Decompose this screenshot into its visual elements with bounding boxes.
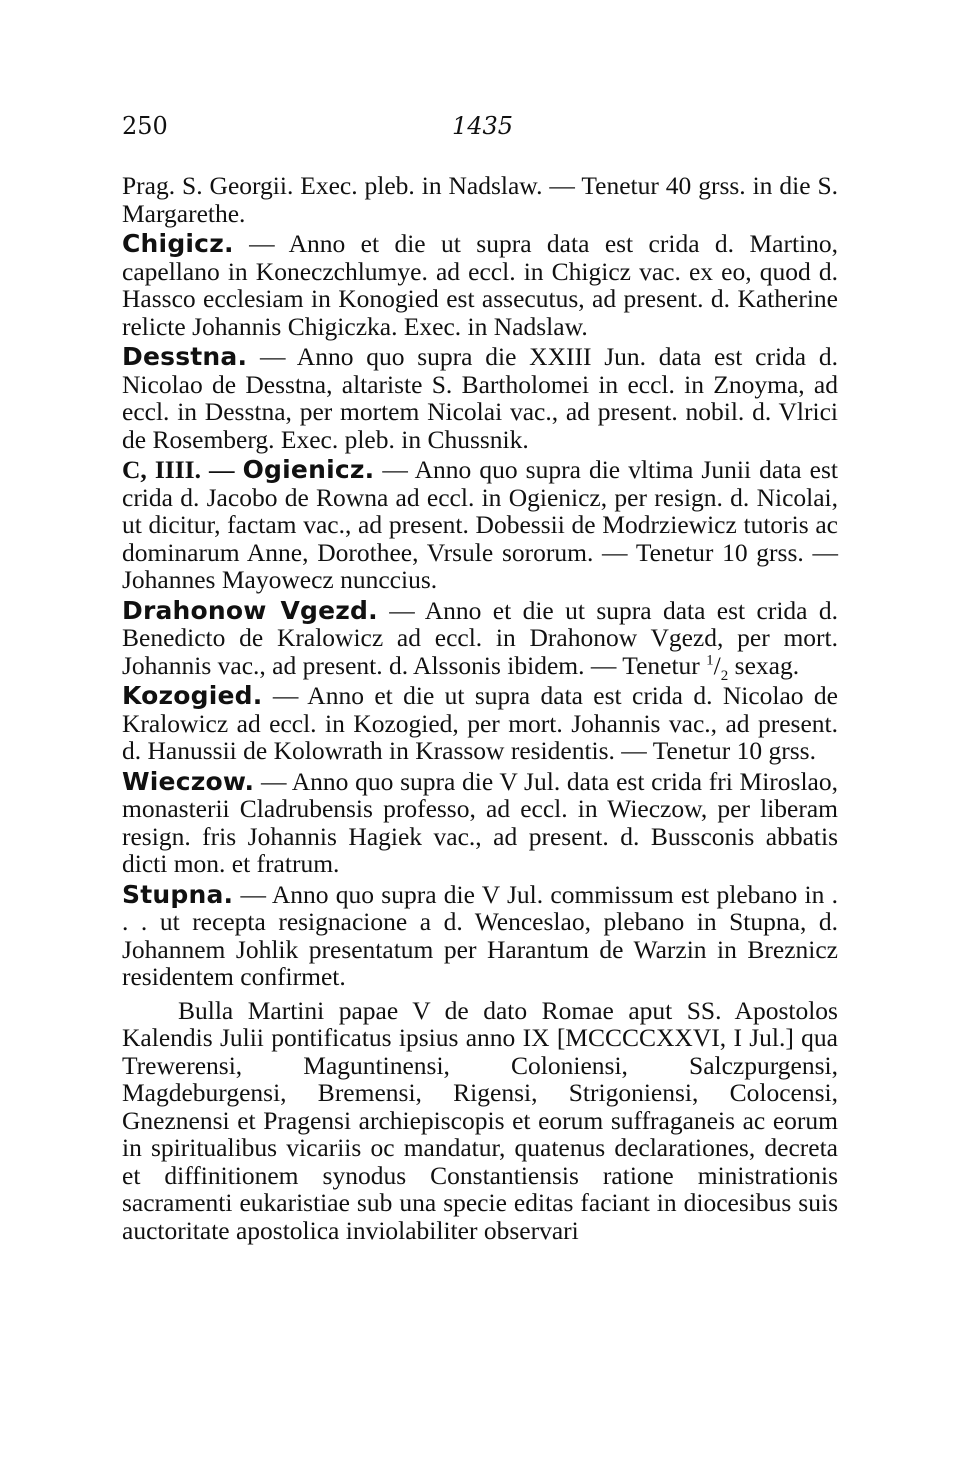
entry-desstna [122,343,838,453]
entry-ogienicz [122,456,838,594]
entry-prefix: C, IIII. — [122,455,243,484]
place-name: Ogienicz. [242,455,375,484]
entry-chigicz [122,230,838,340]
entry-text: — Anno et die ut supra data est crida d. Benedicto de Kralowicz ad eccl. in Drahonow Vgezd, per mort. Johannis vac., ad present. d. Alssonis ibidem. — Tenetur [122,595,838,680]
place-name: Wieczow. [122,766,255,796]
page-number: 250 [122,112,168,140]
entry-prag [122,172,838,227]
fraction-denominator: 2 [720,667,729,684]
entry-text: — Anno quo supra die V Jul. commissum est plebano in . . . ut recepta resignacione a d. Wenceslao, plebano in Stupna, d. Johannem Johlik presentatum per Harantum de Warzin in Breznicz residentem confirmet. [122,879,838,991]
entry-text: — Anno quo supra die XXIII Jun. data est crida d. Nicolao de Desstna, altariste S. Bartholomei in eccl. in Znoyma, ad eccl. in Desstna, per mortem Nicolai vac., ad present. nobil. d. Vlrici de Rosemberg. Exec. pleb. in Chussnik. [122,342,838,454]
entry-drahonow-vgezd: Drahonow Vgezd. — Anno et die ut supra data est crida d. Benedicto de Kralowicz ad eccl. in Drahonow Vgezd, per mort. Johannis vac., ad present. d. Alssonis ibidem. — Tenetur $^1/_2$ sexag. [122,595,838,684]
entry-bulla-martini [122,997,838,1245]
place-name: Kozogied. [122,681,263,710]
entry-stupna [122,881,838,991]
entry-text: — Anno quo supra die vltima Junii data est crida d. Jacobo de Rowna ad eccl. in Ogienicz, per resign. d. Nicolai, ut dicitur, factam vac., ad present. Dobessii de Modrziewicz tutoris ac dominarum Anne, Dorothee, Vrsule sororum. — Tenetur 10 grss. — Johannes Mayowecz nunccius. [122,455,838,594]
entry-text: Prag. S. Georgii. Exec. pleb. in Nadslaw. — Tenetur 40 grss. in die S. Margarethe. [122,171,838,228]
fraction-numerator: 1 [706,652,714,668]
entry-text: — Anno et die ut supra data est crida d. Martino, capellano in Koneczchlumye. ad eccl. in Chigicz vac. ex eo, quod d. Hassco ecclesiam in Konogied est assecutus, ad present. d. Katherine relicte Johannis Chigiczka. Exec. in Nadslaw. [122,229,838,341]
entry-text: — Anno et die ut supra data est crida d. Nicolao de Kralowicz ad eccl. in Kozogied, per mort. Johannis vac., ad present. d. Hanussii de Kolowrath in Krassow residentis. — Tenetur 10 grss. [122,681,838,765]
page-body [122,172,838,1244]
entry-wieczow [122,768,838,878]
place-name: Desstna. [122,342,248,371]
page-header [122,112,838,146]
place-name: Chigicz. [122,229,234,258]
entry-kozogied [122,682,838,765]
running-head-year: 1435 [452,112,514,140]
entry-text-after: sexag. [728,650,800,680]
place-name: Stupna. [122,879,234,909]
place-name: Drahonow Vgezd. [122,595,378,625]
entry-text: Bulla Martini papae V de dato Romae aput SS. Apostolos Kalendis Julii pontificatus ipsius anno IX [MCCCCXXVI, I Jul.] qua Trewerensi, Maguntinensi, Coloniensi, Salczpurgensi, Magdeburgensi, Bremensi, Rigensi, Strigoniensi, Colocensi, Gneznensi et Pragensi archiepiscopis et eorum suffraganeis ac eorum in spiritualibus vicariis oc mandatur, quatenus declarationes, decreta et diffinitionem synodus Constantiensis ratione ministrationis sacramenti eukaristiae sub una specie editas faciant in diocesibus suis auctoritate apostolica inviolabiliter observari [122,995,838,1245]
entry-text: — Anno quo supra die V Jul. data est crida fri Miroslao, monasterii Cladrubensis professo, ad eccl. in Wieczow, per liberam resign. fris Johannis Hagiek vac., ad present. d. Bussconis abbatis dicti mon. et fratrum. [122,766,838,878]
